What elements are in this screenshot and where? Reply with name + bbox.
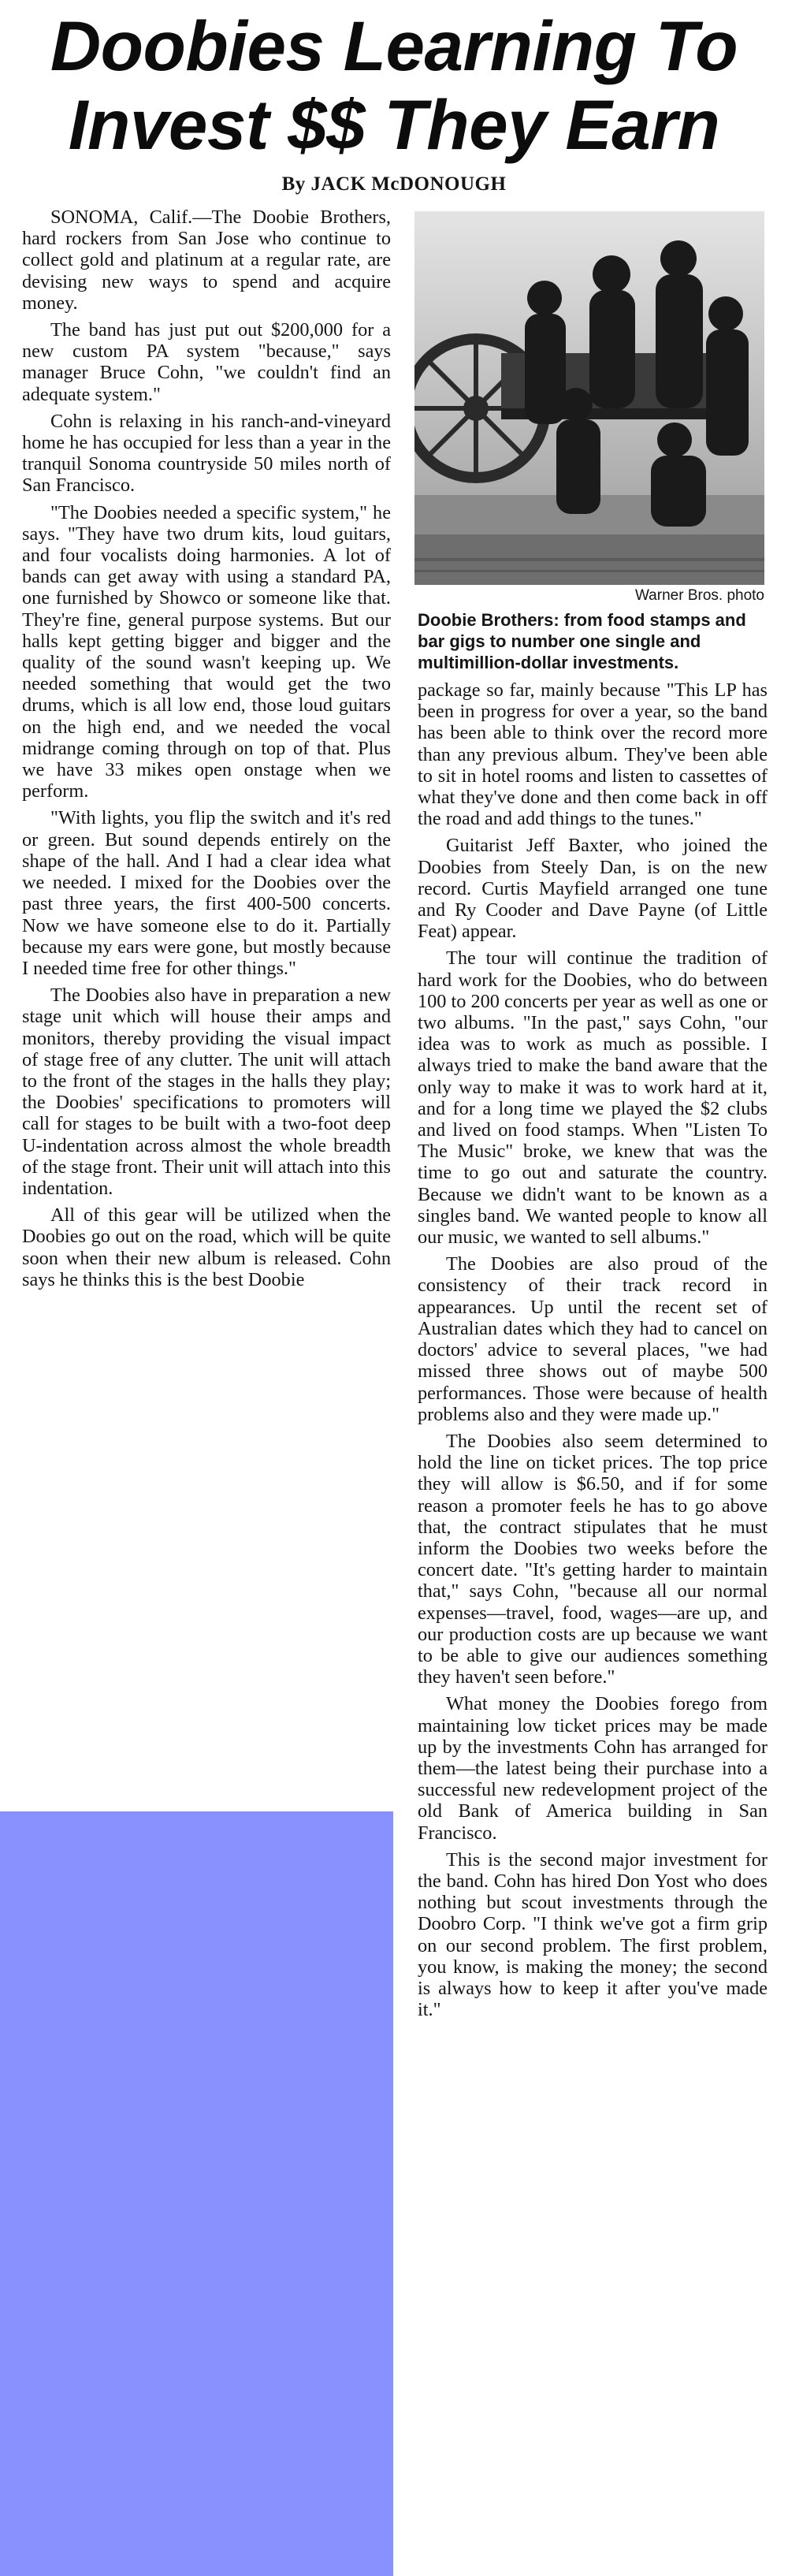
- headline-line-1: Doobies Learning To: [50, 6, 738, 85]
- blue-block: [0, 1811, 393, 2576]
- paragraph-dateline: SONOMA, Calif.—The Doobie Brothers, hard rockers from San Jose who continue to collect gold and platinum at a regular rate, are devising new ways to spend and acquire money.: [22, 207, 391, 314]
- paragraph: Cohn is relaxing in his ranch-and-vineyard home he has occupied for less than a year in the tranquil Sonoma countryside 50 miles north of San Francisco.: [22, 410, 391, 497]
- right-column: [418, 679, 768, 2567]
- photo-credit: Warner Bros. photo: [634, 587, 764, 604]
- paragraph: "With lights, you flip the switch and it's red or green. But sound depends entirely on the shape of the hall. And I had a clear idea what we needed. I mixed for the Doobies over the past three years, the first 400-500 concerts. Now we have someone else to do it. Partially because my ears were gone, but mostly because I needed time free for other things.": [22, 807, 391, 979]
- photo-caption: Doobie Brothers: from food stamps and bar gigs to number one single and multimillion-dollar investments.: [418, 610, 746, 672]
- byline: By JACK McDONOUGH: [281, 173, 507, 195]
- paragraph: "The Doobies needed a specific system," he says. "They have two drum kits, loud guitars, and four vocalists doing harmonies. A lot of bands can get away with using a standard PA, one furnished by Showco or someone like that. They're fine, general purpose systems. But our halls kept getting bigger and bigger and the quality of the sound wasn't keeping up. We needed something that would get the two drums, which is all low end, those loud guitars on the high end, and we needed the vocal midrange coming through on top of that. Plus we have 33 mikes open onstage when we perform.: [22, 501, 391, 802]
- paragraph: The Doobies also seem determined to hold the line on ticket prices. The top price they will allow is $6.50, and if for some reason a promoter feels he has to go above that, the contract stipulates that he must inform the Doobies two weeks before the concert date. "It's getting harder to maintain that," says Cohn, "because all our normal expenses—travel, food, wages—are up, and our production costs are up because we want to be able to give our audiences something they haven't seen before.": [418, 1430, 768, 1688]
- paragraph: Guitarist Jeff Baxter, who joined the Doobies from Steely Dan, is on the new record. Curtis Mayfield arranged one tune and Ry Cooder and Dave Payne (of Little Feat) appear.: [418, 835, 768, 943]
- paragraph: This is the second major investment for the band. Cohn has hired Don Yost who does nothing but scout investments through the Doobro Corp. "I think we've got a firm grip on our second problem. The first problem, you know, is making the money; the second is always how to keep it after you've made it.": [418, 1848, 768, 2021]
- paragraph: The tour will continue the tradition of hard work for the Doobies, who do between 100 to 200 concerts per year as well as one or two albums. "In the past," says Cohn, "our idea was to work as much as possible. I always tried to make the band aware that the only way to make it was to work hard at it, and for a long time we played the $2 clubs and lived on food stamps. When "Listen To The Music" broke, we knew that was the time to go out and saturate the country. Because we didn't want to be known as a singles band. We wanted people to know all our music, we wanted to sell albums.": [418, 947, 768, 1249]
- paragraph: The Doobies also have in preparation a new stage unit which will house their amps and monitors, thereby providing the visual impact of stage free of any clutter. The unit will attach to the front of the stages in the halls they play; the Doobies' specifications to promoters will call for stages to be built with a two-foot deep U-indentation across almost the whole breadth of the stage front. Their unit will attach into this indentation.: [22, 985, 391, 1199]
- paragraph: package so far, mainly because "This LP has been in progress for over a year, so the band has been able to think over the record more than any previous album. They've been able to sit in hotel rooms and listen to cassettes of what they've done and then come back in off the road and add things to the tunes.": [418, 679, 768, 830]
- paragraph: The band has just put out $200,000 for a new custom PA system "because," says manager Bruce Cohn, "we couldn't find an adequate system.": [22, 319, 391, 405]
- paragraph: What money the Doobies forego from maintaining low ticket prices may be made up by the investments Cohn has arranged for them—the latest being their purchase into a successful new redevelopment project of the old Bank of America building in San Francisco.: [418, 1693, 768, 1844]
- headline: [22, 6, 766, 164]
- headline-line-2: Invest $$ They Earn: [68, 85, 720, 164]
- paragraph: All of this gear will be utilized when the Doobies go out on the road, which will be quite soon when their new album is released. Cohn says he thinks this is the best Doobie: [22, 1204, 391, 1290]
- paragraph: The Doobies are also proud of the consistency of their track record in appearances. Up until the recent set of Australian dates which they had to cancel on doctors' advice to several places, "we had missed three shows out of maybe 500 performances. Those were because of health problems also and they were made up.": [418, 1253, 768, 1425]
- band-photo-image: [414, 211, 764, 585]
- band-photo: [414, 211, 764, 585]
- left-column: [22, 207, 391, 1791]
